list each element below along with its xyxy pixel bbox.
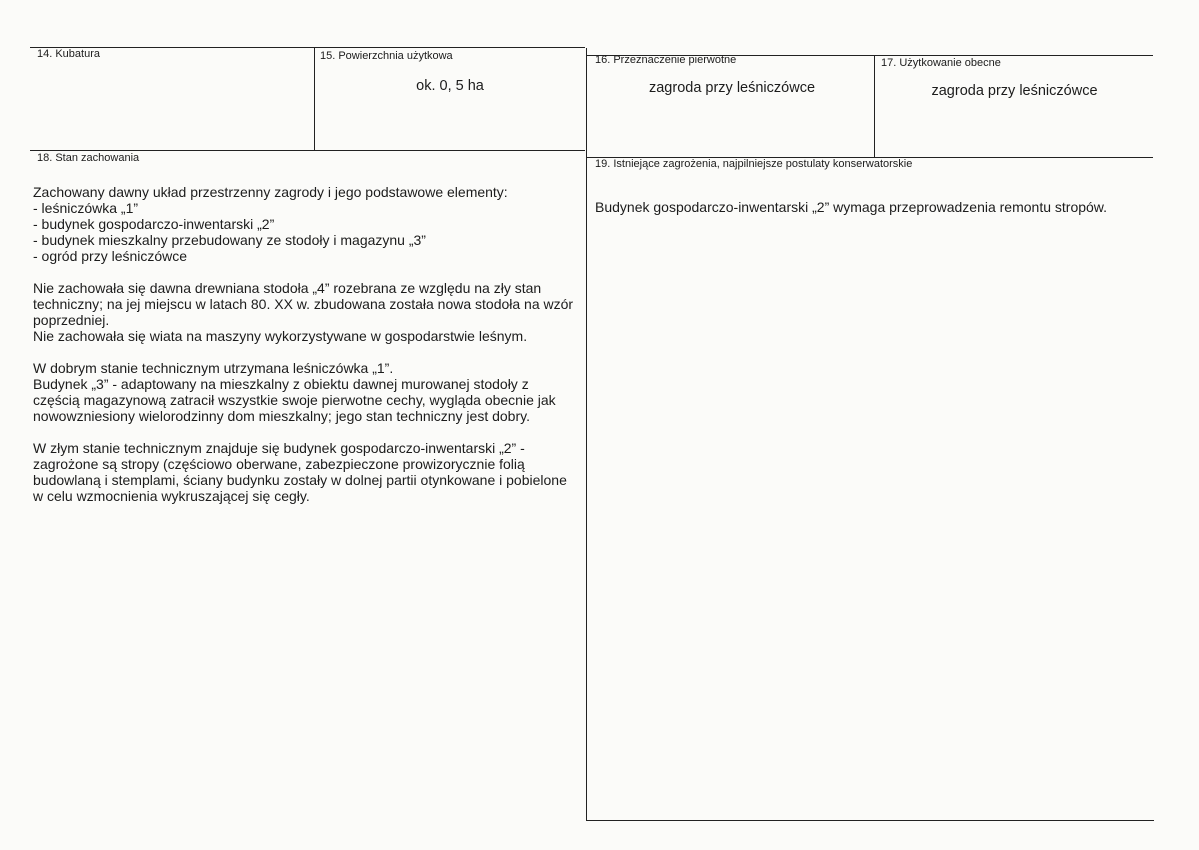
mid-rule-left <box>30 150 585 151</box>
field-18-content <box>33 184 585 520</box>
field-15-label: 15. Powierzchnia użytkowa <box>320 50 453 62</box>
top-rule-left <box>30 47 585 48</box>
field-18-label: 18. Stan zachowania <box>37 152 140 164</box>
field-18-paragraph: W dobrym stanie technicznym utrzymana leśniczówka „1”. Budynek „3” - adaptowany na mieszkalny z obiektu dawnej murowanej stodoły z częścią magazynową zatracił wszystkie swoje pierwotne cechy, wygląda obecnie jak nowowzniesiony wielorodzinny dom mieszkalny; jego stan techniczny jest dobry. <box>33 360 556 424</box>
field-16-label: 16. Przeznaczenie pierwotne <box>595 54 737 66</box>
bottom-rule <box>586 820 1154 821</box>
divider-16 <box>586 48 587 821</box>
field-16-value: zagroda przy leśniczówce <box>648 80 816 96</box>
field-19-label: 19. Istniejące zagrożenia, najpilniejsze postulaty konserwatorskie <box>595 158 913 170</box>
field-15-value: ok. 0, 5 ha <box>416 78 484 94</box>
field-19-content: Budynek gospodarczo-inwentarski „2” wymaga przeprowadzenia remontu stropów. <box>595 199 1108 215</box>
field-18-paragraph: Zachowany dawny układ przestrzenny zagrody i jego podstawowe elementy: - leśniczówka „1” - budynek gospodarczo-inwentarski „2” - budynek mieszkalny przebudowany ze stodoły i magazynu „3” - ogród przy leśniczówce <box>33 184 508 264</box>
field-17-label: 17. Użytkowanie obecne <box>881 57 1001 69</box>
divider-15 <box>314 48 315 151</box>
field-18-paragraph: Nie zachowała się dawna drewniana stodoła „4” rozebrana ze względu na zły stan techniczny; na jej miejscu w latach 80. XX w. zbudowana została nowa stodoła na wzór poprzedniej. Nie zachowała się wiata na maszyny wykorzystywane w gospodarstwie leśnym. <box>33 280 574 344</box>
field-17-value: zagroda przy leśniczówce <box>931 83 1098 99</box>
field-18-paragraph: W złym stanie technicznym znajduje się budynek gospodarczo-inwentarski „2” - zagrożone są stropy (częściowo oberwane, zabezpieczone prowizorycznie folią budowlaną i stemplami, ściany budynku zostały w dolnej partii otynkowane i pobielone w celu wzmocnienia wykruszającej się cegły. <box>33 440 567 504</box>
divider-17 <box>874 56 875 158</box>
field-14-label: 14. Kubatura <box>37 48 100 60</box>
